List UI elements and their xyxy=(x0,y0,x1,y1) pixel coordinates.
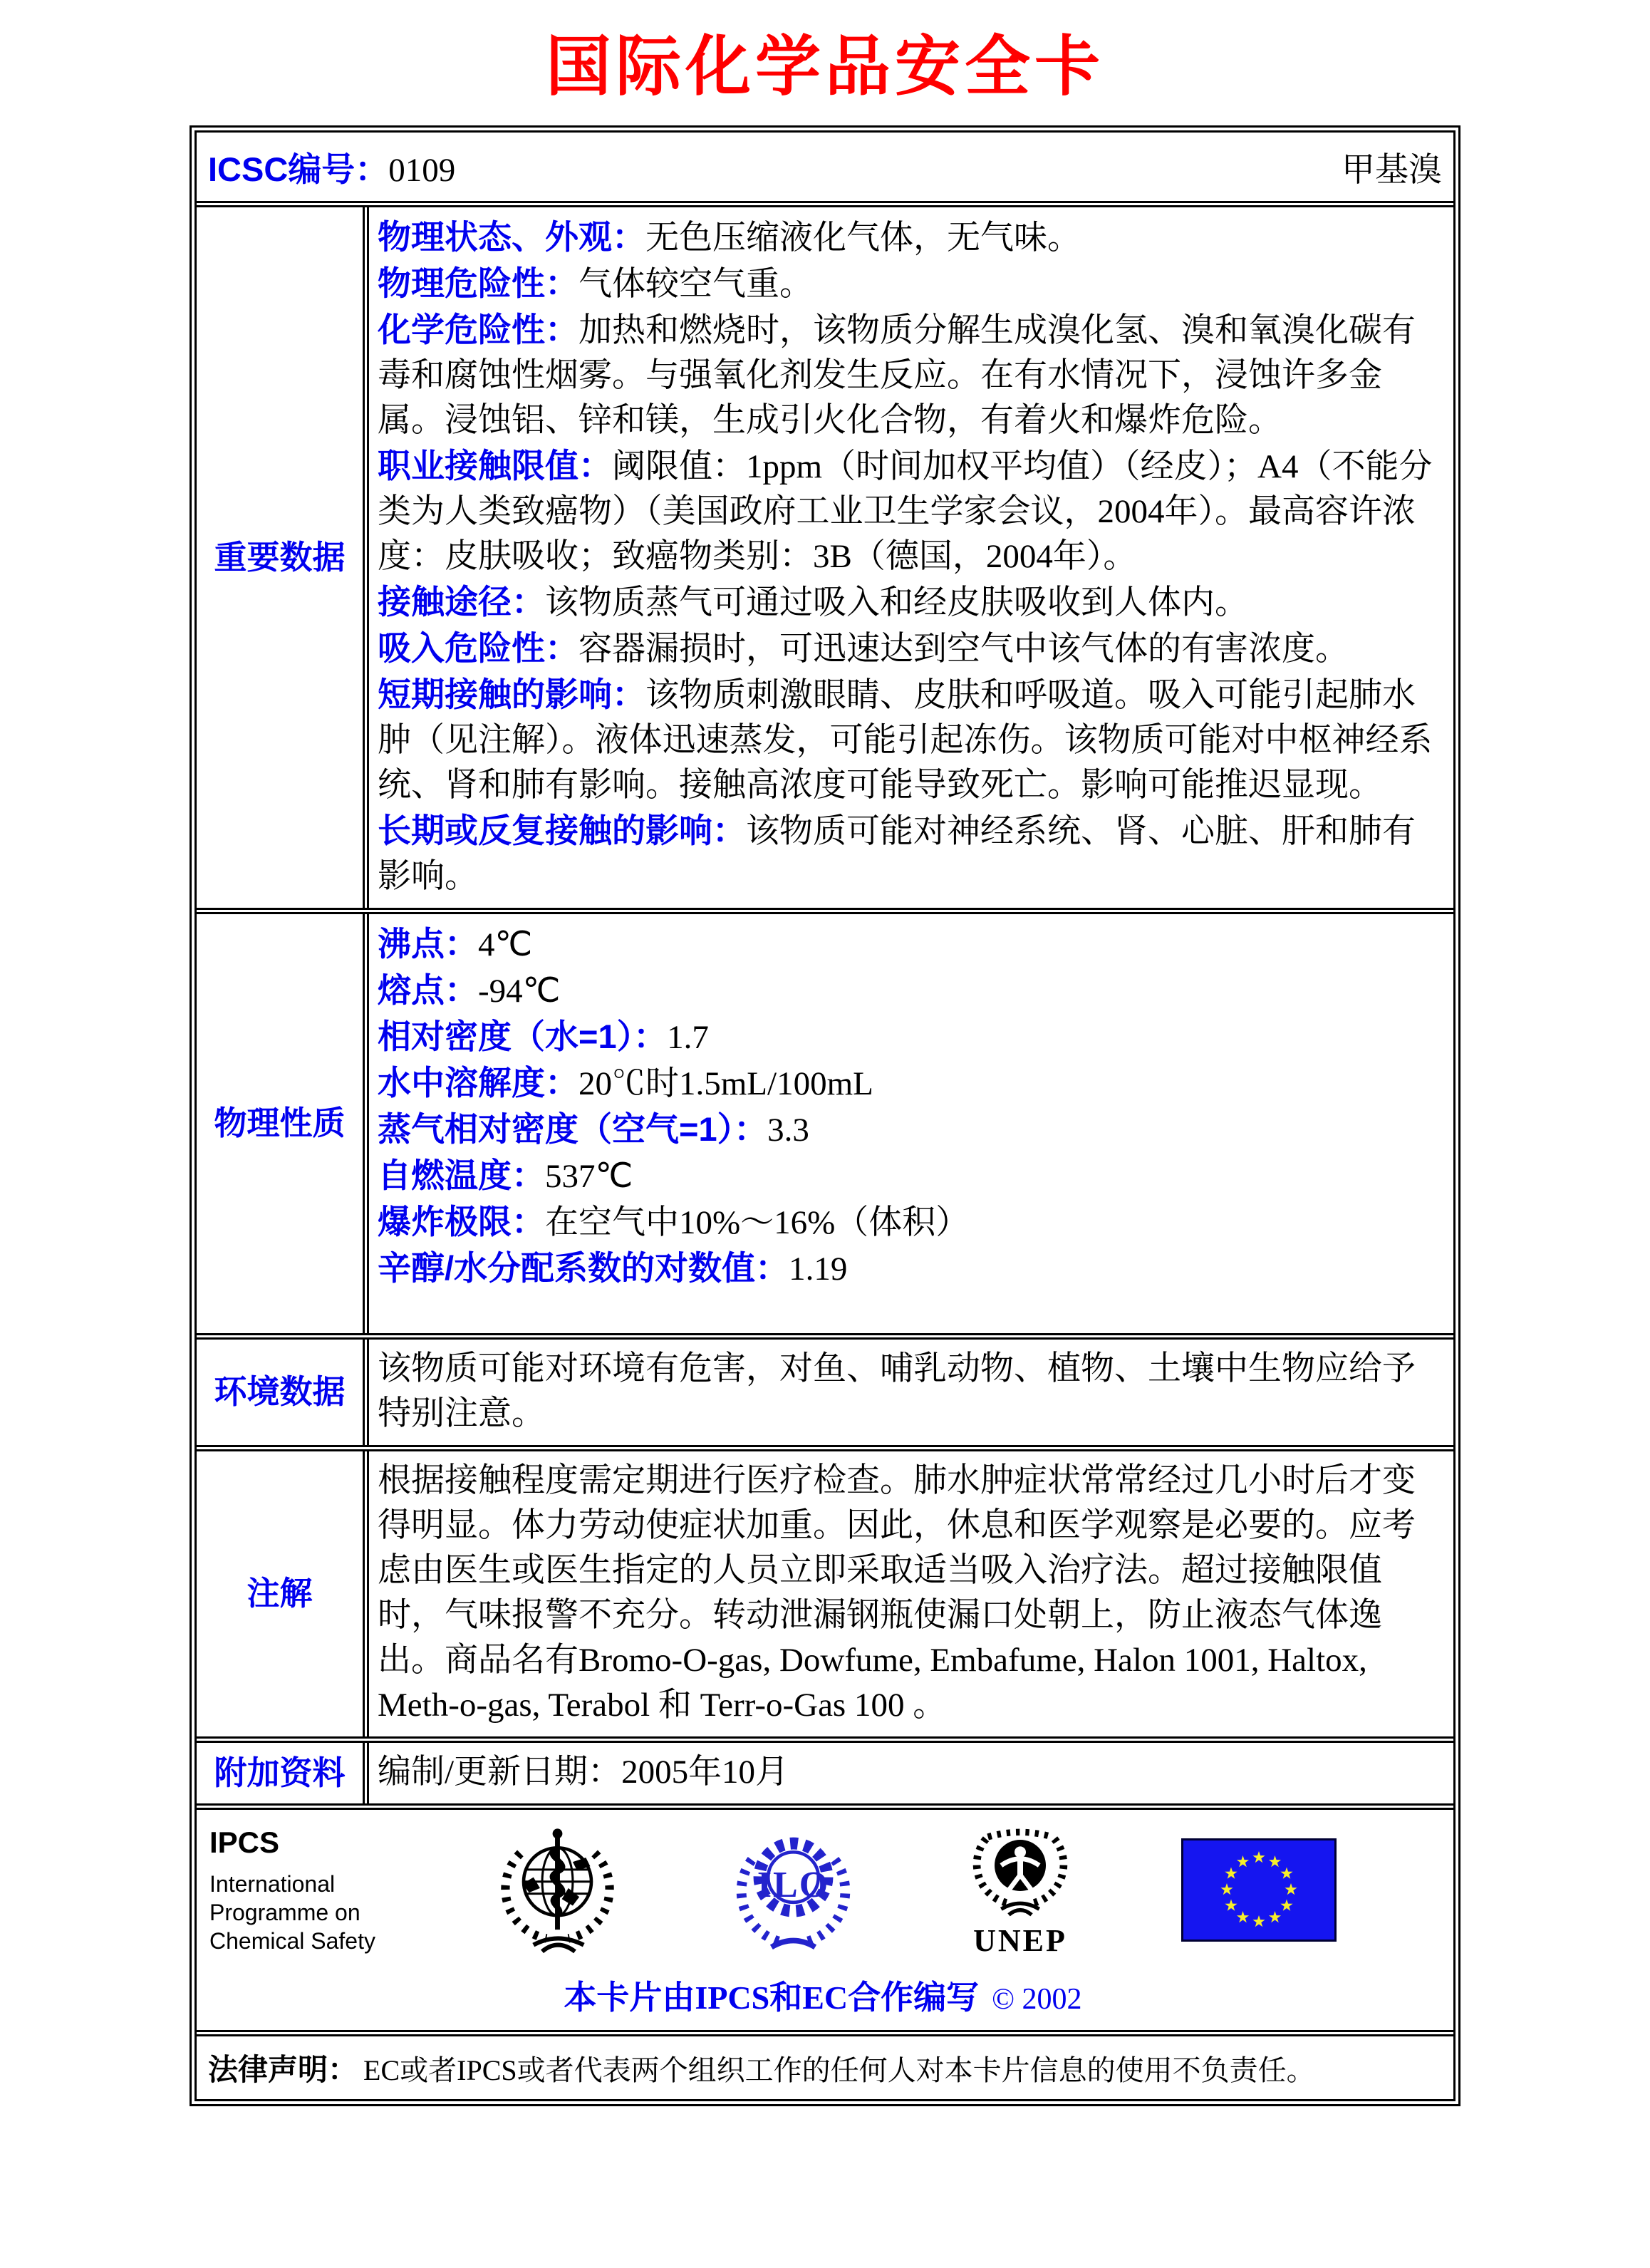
physical-properties-row xyxy=(197,908,1453,1333)
additional-info-label-cell xyxy=(197,1743,369,1803)
cooperation-caption-text: 本卡片由IPCS和EC合作编写 xyxy=(564,1979,980,2016)
legal-notice-label: 法律声明： xyxy=(208,2053,358,2086)
field-explosive-limits: 爆炸极限：在空气中10%～16%（体积） xyxy=(378,1203,970,1241)
field-chemical-dangers: 化学危险性：加热和燃烧时，该物质分解生成溴化氢、溴和氧溴化碳有毒和腐蚀性烟雾。与强氧化剂发生反应。在有水情况下，浸蚀许多金属。浸蚀铝、锌和镁，生成引火化合物，有着火和爆炸危险。 xyxy=(378,311,1416,439)
field-occupational-exposure-limits: 职业接触限值：阈限值：1ppm（时间加权平均值）（经皮）；A4（不能分类为人类致癌物）（美国政府工业卫生学家会议，2004年）。最高容许浓度：皮肤吸收；致癌物类别：3B（德国，2004年）。 xyxy=(378,447,1433,575)
section-label-physical-properties: 物理性质 xyxy=(214,1104,346,1142)
page-title: 国际化学品安全卡 xyxy=(545,31,1104,103)
section-label-additional-info: 附加资料 xyxy=(214,1754,346,1791)
notes-text: 根据接触程度需定期进行医疗检查。肺水肿症状常常经过几小时后才变得明显。体力劳动使症状加重。因此，休息和医学观察是必要的。应考虑由医生或医生指定的人员立即采取适当吸入治疗法。超过接触限值时，气味报警不充分。转动泄漏钢瓶使漏口处朝上，防止液态气体逸出。商品名有Bromo-O-gas, Dowfume, Embafume, Halon 1001, Haltox, Meth-o-gas, Terabol 和 Terr-o-Gas 100 。 xyxy=(378,1462,1416,1724)
important-data-content xyxy=(369,207,1453,908)
cooperation-caption xyxy=(209,1972,1436,2023)
environmental-data-content xyxy=(369,1340,1453,1445)
chemical-name: 甲基溴 xyxy=(1342,151,1442,189)
notes-content xyxy=(369,1451,1453,1736)
card-header-row xyxy=(197,133,1453,201)
section-label-important-data: 重要数据 xyxy=(214,538,346,576)
legal-row xyxy=(197,2030,1453,2099)
notes-label-cell xyxy=(197,1451,369,1736)
logos-row xyxy=(197,1803,1453,2030)
logos-line xyxy=(209,1821,1436,1959)
icsc-number-label: ICSC编号： xyxy=(208,150,389,188)
ilo-letters: ILO xyxy=(757,1864,830,1905)
field-physical-state: 物理状态、外观：无色压缩液化气体，无气味。 xyxy=(378,218,1081,257)
icsc-card xyxy=(190,125,1460,2106)
ipcs-line-3: Chemical Safety xyxy=(209,1927,375,1954)
ilo-icon xyxy=(727,1823,859,1958)
legal-notice-text: EC或者IPCS或者代表两个组织工作的任何人对本卡片信息的使用不负责任。 xyxy=(363,2054,1315,2086)
ipcs-line-1: International xyxy=(209,1870,336,1897)
field-water-solubility: 水中溶解度：20℃时1.5mL/100mL xyxy=(378,1064,873,1102)
update-date-value: 2005年10月 xyxy=(621,1754,789,1791)
physical-properties-label-cell xyxy=(197,914,369,1333)
ipcs-line-2: Programme on xyxy=(209,1899,360,1925)
field-melting-point: 熔点：-94℃ xyxy=(378,971,561,1010)
field-inhalation-risk: 吸入危险性：容器漏损时，可迅速达到空气中该气体的有害浓度。 xyxy=(378,629,1349,668)
section-label-notes: 注解 xyxy=(247,1575,313,1612)
field-relative-density: 相对密度（水=1）：1.7 xyxy=(378,1018,709,1056)
additional-info-content xyxy=(369,1743,1453,1803)
ipcs-text-block xyxy=(209,1826,388,1955)
important-data-row xyxy=(197,201,1453,908)
field-physical-dangers: 物理危险性：气体较空气重。 xyxy=(378,264,813,303)
important-data-label-cell xyxy=(197,207,369,908)
field-vapour-density: 蒸气相对密度（空气=1）：3.3 xyxy=(378,1110,809,1149)
additional-info-row xyxy=(197,1736,1453,1803)
unep-icon xyxy=(963,1821,1077,1959)
field-autoignition-temperature: 自燃温度：537℃ xyxy=(378,1156,633,1195)
field-short-term-effects: 短期接触的影响：该物质刺激眼睛、皮肤和呼吸道。吸入可能引起肺水肿（见注解）。液体迅速蒸发，可能引起冻伤。该物质可能对中枢神经系统、肾和肺有影响。接触高浓度可能导致死亡。影响可能推迟显现。 xyxy=(378,675,1433,804)
update-date-label: 编制/更新日期： xyxy=(378,1754,622,1791)
section-label-environmental-data: 环境数据 xyxy=(214,1373,346,1411)
field-routes-of-exposure: 接触途径：该物质蒸气可通过吸入和经皮肤吸收到人体内。 xyxy=(378,583,1248,621)
ipcs-acronym: IPCS xyxy=(209,1825,280,1859)
copyright-text: © 2002 xyxy=(992,1983,1082,2016)
eu-flag-icon xyxy=(1181,1838,1337,1942)
who-icon xyxy=(492,1823,623,1958)
environmental-data-label-cell xyxy=(197,1340,369,1445)
icsc-number-group xyxy=(208,143,455,191)
field-boiling-point: 沸点：4℃ xyxy=(378,925,533,963)
field-long-term-effects: 长期或反复接触的影响：该物质可能对神经系统、肾、心脏、肝和肺有影响。 xyxy=(378,812,1416,895)
physical-properties-content xyxy=(369,914,1453,1333)
unep-wordmark: UNEP xyxy=(973,1923,1067,1958)
notes-row xyxy=(197,1445,1453,1736)
environmental-data-row xyxy=(197,1333,1453,1445)
environmental-data-text: 该物质可能对环境有危害，对鱼、哺乳动物、植物、土壤中生物应给予特别注意。 xyxy=(378,1350,1416,1432)
icsc-number-value: 0109 xyxy=(388,151,456,189)
field-octanol-water-partition: 辛醇/水分配系数的对数值：1.19 xyxy=(378,1249,848,1288)
